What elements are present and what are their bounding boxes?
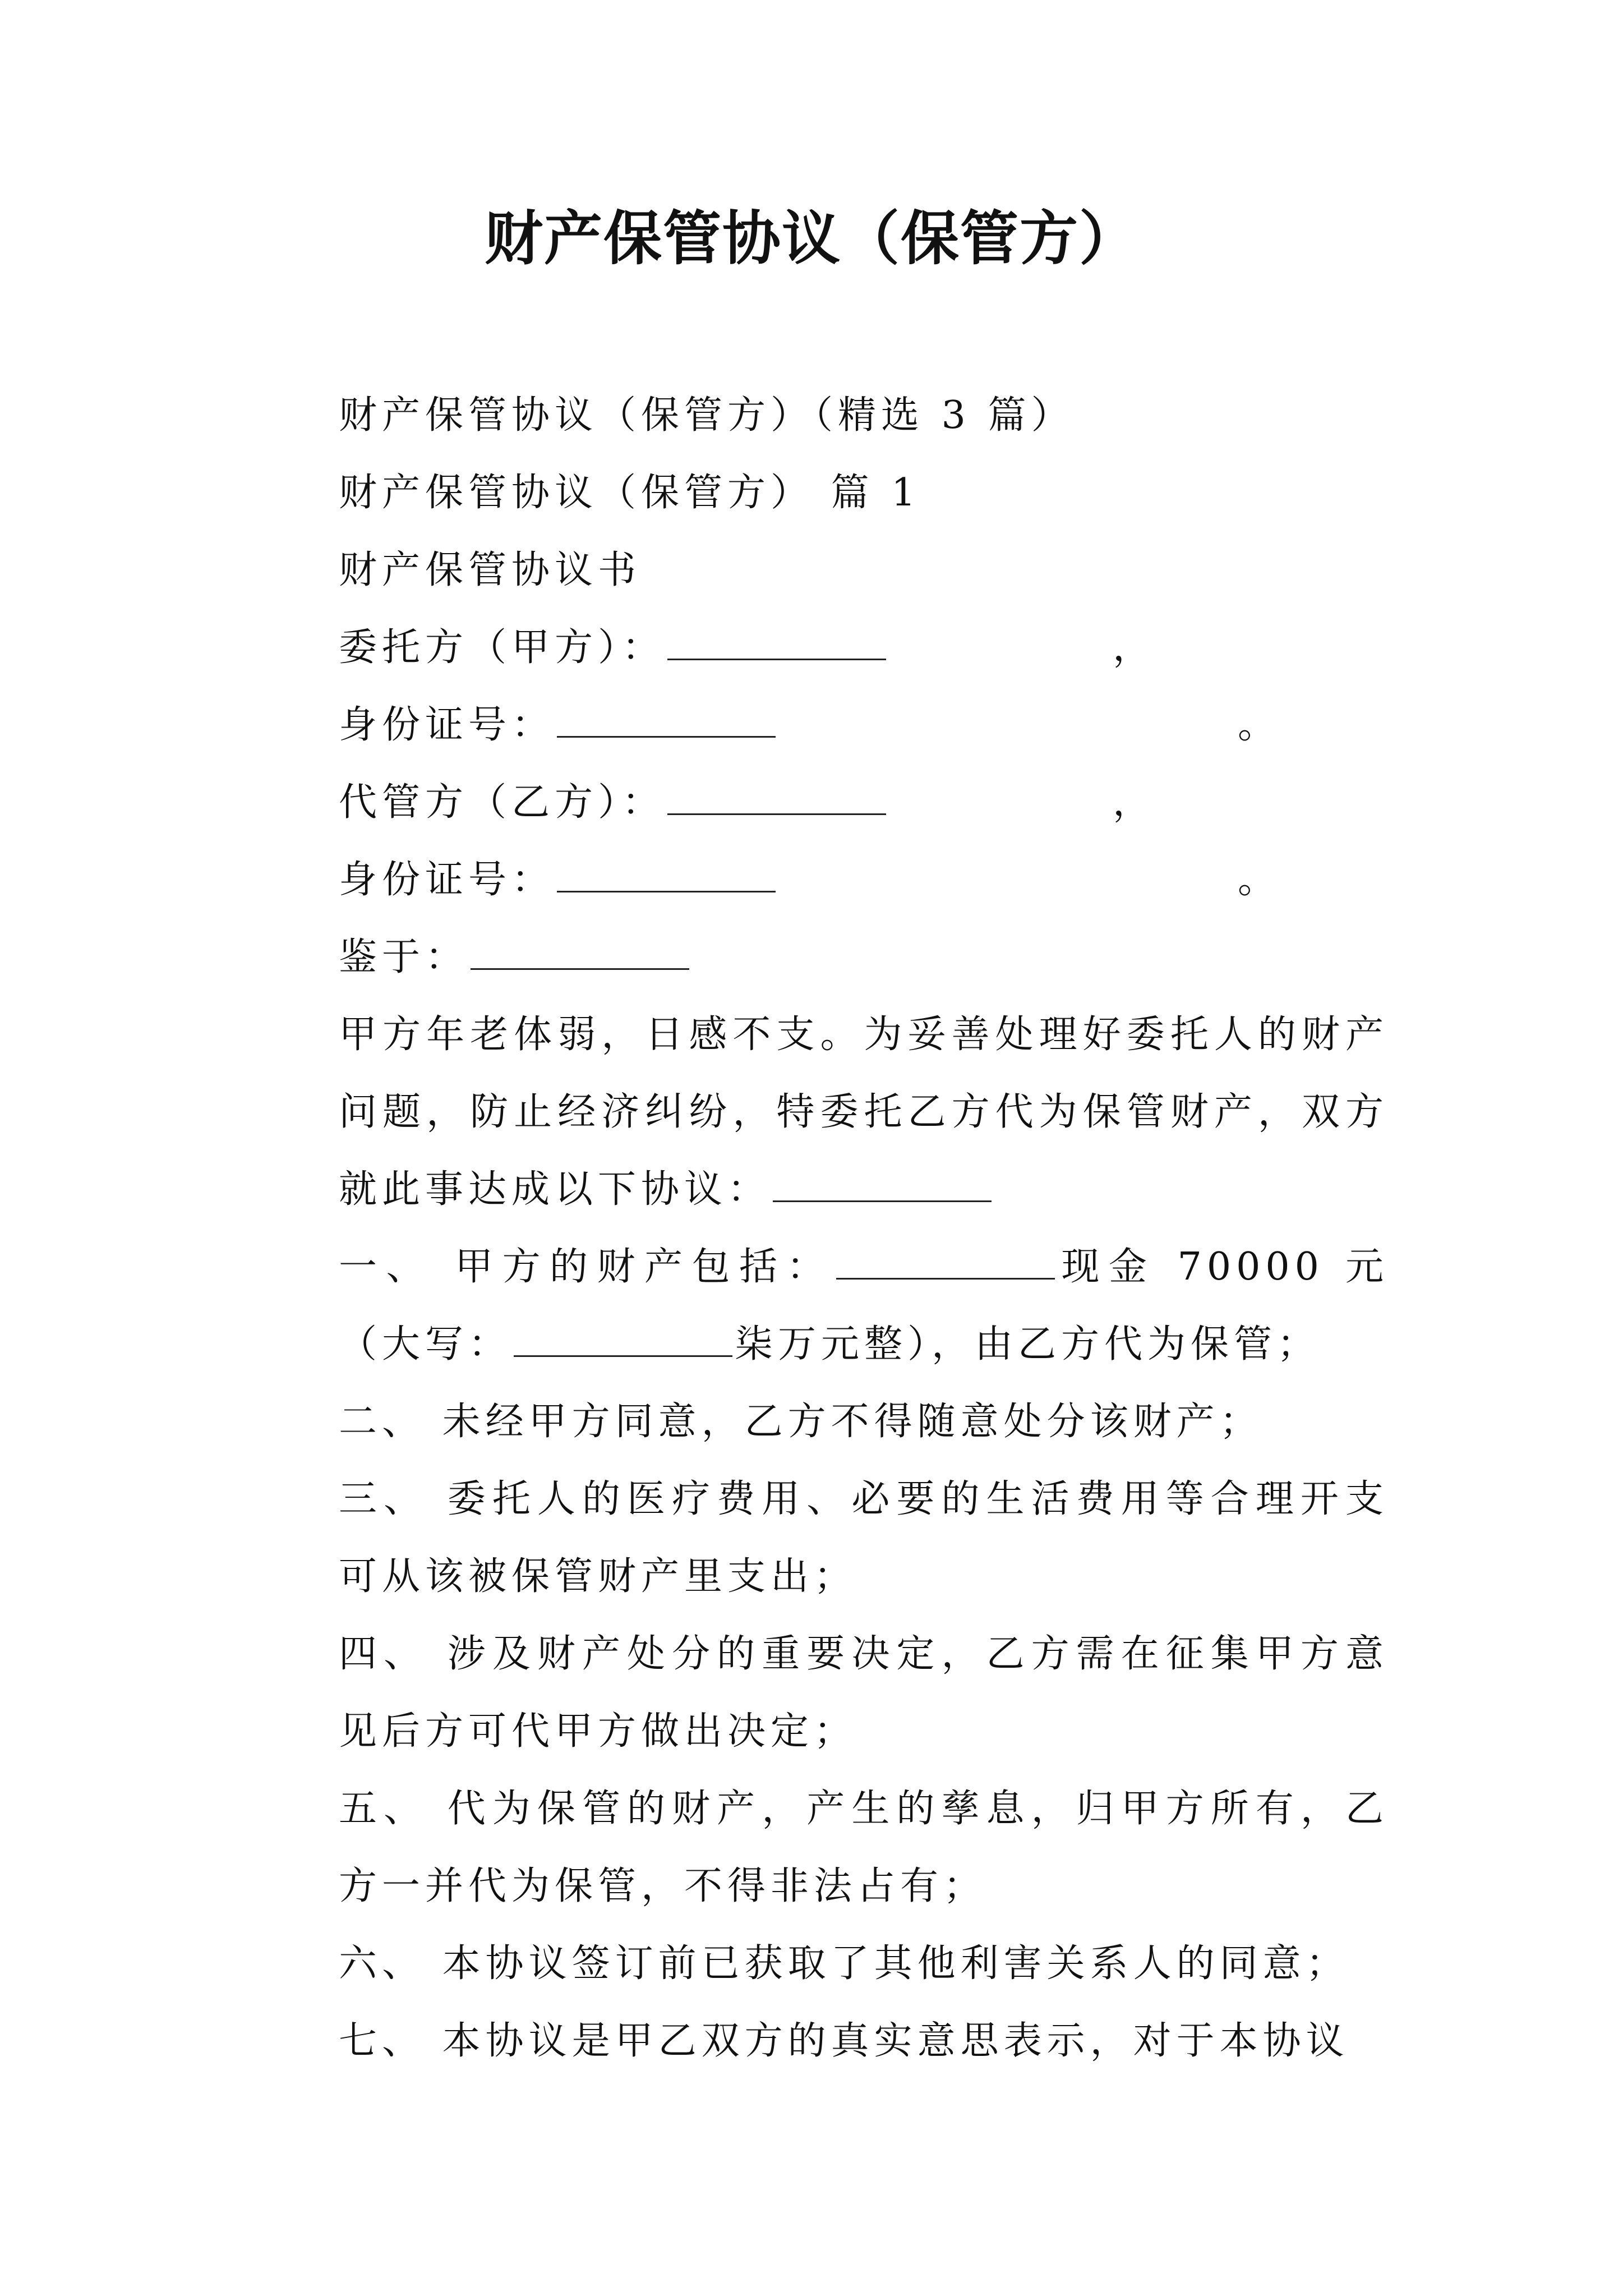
subtitle-line: 财产保管协议（保管方）（精选 3 篇） (339, 393, 1075, 438)
whereas-label: 鉴于： (339, 935, 469, 979)
item-6-paragraph: 六、 本协议签订前已获取了其他利害关系人的同意； (339, 1941, 1349, 1986)
section-heading: 财产保管协议（保管方） 篇 1 (339, 471, 921, 515)
item-1-text-a: 一、 甲方的财产包括： (339, 1245, 834, 1289)
party-b-label: 代管方（乙方）： (339, 780, 666, 825)
document-title: 财产保管协议（保管方） (484, 204, 1138, 273)
id-b-line (250, 841, 1389, 919)
id-a-blank (557, 706, 776, 738)
item-2-paragraph: 二、 未经甲方同意，乙方不得随意处分该财产； (339, 1400, 1263, 1444)
doc-name-line: 财产保管协议书 (339, 548, 642, 592)
document-body (250, 377, 1389, 2080)
party-b-line (250, 764, 1389, 841)
party-b-comma: ， (1113, 780, 1156, 825)
id-b-blank (557, 861, 776, 892)
intro-paragraph (250, 996, 1389, 1228)
item-1-paragraph (250, 1228, 1389, 1383)
intro-blank (773, 1170, 992, 1202)
party-a-blank (667, 628, 886, 660)
id-a-line (250, 687, 1389, 764)
item-5-paragraph: 五、 代为保管的财产，产生的孳息，归甲方所有，乙方一并代为保管，不得非法占有； (339, 1787, 1389, 1908)
id-b-label: 身份证号： (339, 858, 555, 902)
party-a-label: 委托方（甲方）： (339, 625, 666, 670)
item-1-text-b: 现金 70000 元（大写： (339, 1245, 1389, 1366)
id-a-label: 身份证号： (339, 703, 555, 747)
whereas-line (250, 919, 1389, 996)
intro-text: 甲方年老体弱，日感不支。为妥善处理好委托人的财产问题，防止经济纠纷，特委托乙方代为保管财产，双方就此事达成以下协议： (339, 1013, 1389, 1212)
item-1-blank-b (514, 1325, 732, 1357)
party-a-comma: ， (1113, 625, 1156, 670)
item-4-paragraph: 四、 涉及财产处分的重要决定，乙方需在征集甲方意见后方可代甲方做出决定； (339, 1632, 1389, 1754)
id-a-period: 。 (1238, 703, 1281, 747)
id-b-period: 。 (1238, 858, 1281, 902)
whereas-blank (471, 938, 689, 970)
item-7-paragraph: 七、 本协议是甲乙双方的真实意思表示，对于本协议 (339, 2019, 1349, 2063)
party-b-blank (667, 783, 886, 815)
item-1-blank-a (836, 1248, 1055, 1280)
item-1-text-c: 柒万元整），由乙方代为保管； (735, 1322, 1321, 1366)
item-3-paragraph: 三、 委托人的医疗费用、必要的生活费用等合理开支可从该被保管财产里支出； (339, 1477, 1389, 1599)
party-a-line (250, 609, 1389, 687)
